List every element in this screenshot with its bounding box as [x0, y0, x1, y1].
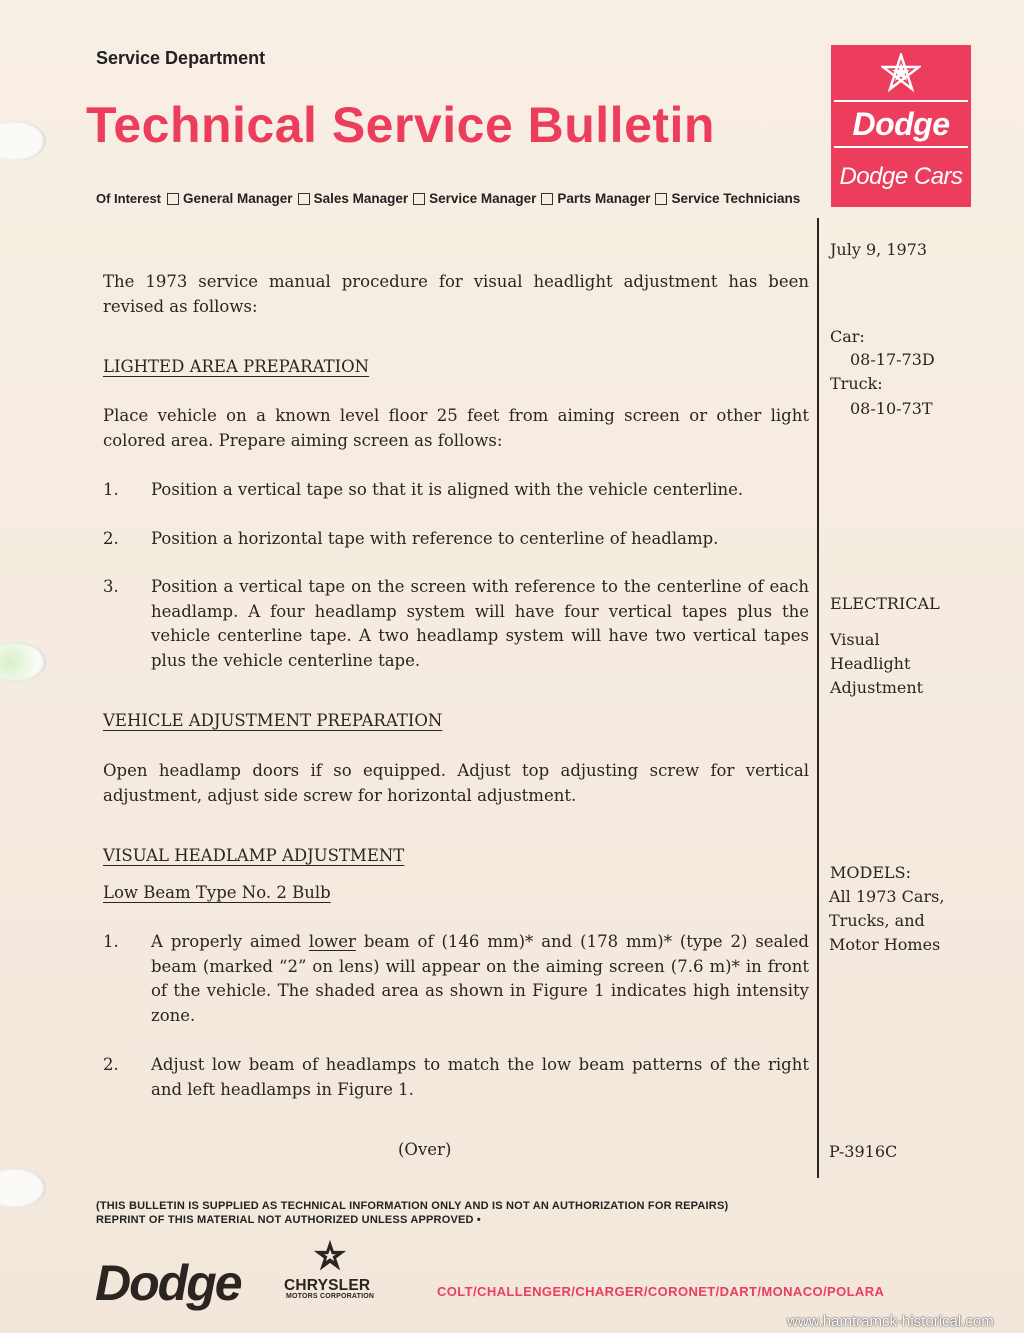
- list-item: 2. Position a horizontal tape with reference to centerline of headlamp.: [103, 529, 719, 548]
- punch-hole-middle: [0, 642, 46, 682]
- pentastar-icon: [313, 1239, 347, 1273]
- punch-hole-bottom: [0, 1168, 46, 1208]
- car-bulletin-number: 08-17-73D: [850, 350, 935, 369]
- intro-paragraph: The 1973 service manual procedure for visual headlight adjustment has been revised as follows:: [103, 272, 809, 316]
- chrysler-wordmark: CHRYSLER: [284, 1277, 371, 1294]
- car-label: Car:: [830, 327, 865, 346]
- recipient-service-technicians: Service Technicians: [655, 191, 800, 206]
- list-item: 3. Position a vertical tape on the screen with reference to the centerline of each headlamp. A four headlamp system will have four vertical tapes plus the vehicle centerline tape. A two headlamp system will have two vertical tapes plus the vehicle centerline tape.: [103, 577, 809, 670]
- checkbox-icon: [655, 193, 667, 205]
- checkbox-icon: [167, 193, 179, 205]
- footer-dodge-logo: Dodge: [95, 1255, 241, 1311]
- section-heading-visual-headlamp: VISUAL HEADLAMP ADJUSTMENT: [103, 846, 405, 865]
- section-heading-vehicle-adjustment: VEHICLE ADJUSTMENT PREPARATION: [103, 711, 443, 730]
- disclaimer: (THIS BULLETIN IS SUPPLIED AS TECHNICAL INFORMATION ONLY AND IS NOT AN AUTHORIZATION FOR REPAIRS) REPRINT OF THIS MATERIAL NOT AUTHORIZED UNLESS APPROVED •: [96, 1200, 729, 1226]
- punch-hole-top: [0, 121, 46, 161]
- models-label: MODELS:: [830, 863, 911, 882]
- checkbox-icon: [298, 193, 310, 205]
- truck-bulletin-number: 08-10-73T: [850, 399, 933, 418]
- list-item: 1. A properly aimed lower beam of (146 mm)* and (178 mm)* (type 2) sealed beam (marked “2” on lens) will appear on the aiming screen (7.6 m)* in front of the vehicle. The shaded area as shown in Figure 1 indicates high intensity zone.: [103, 932, 809, 1025]
- subheading-low-beam: Low Beam Type No. 2 Bulb: [103, 883, 331, 902]
- recipient-sales-manager: Sales Manager: [298, 191, 409, 206]
- dodge-brand-box: [831, 45, 971, 207]
- category-label: ELECTRICAL: [830, 594, 940, 613]
- models-line-3: Motor Homes: [829, 935, 941, 954]
- checkbox-icon: [413, 193, 425, 205]
- checkbox-icon: [541, 193, 553, 205]
- motors-corporation-label: MOTORS CORPORATION: [286, 1293, 375, 1300]
- truck-label: Truck:: [830, 374, 883, 393]
- department-label: Service Department: [96, 48, 266, 68]
- of-interest-checklist: [96, 191, 805, 206]
- model-lineup: COLT/CHALLENGER/CHARGER/CORONET/DART/MONACO/POLARA: [437, 1284, 885, 1299]
- list-item: 2. Adjust low beam of headlamps to match the low beam patterns of the right and left headlamps in Figure 1.: [103, 1055, 809, 1099]
- list-item: 1. Position a vertical tape so that it is aligned with the vehicle centerline.: [103, 480, 744, 499]
- subject-line-2: Headlight: [830, 654, 911, 673]
- site-watermark: www.hamtramck-historical.com: [787, 1313, 994, 1330]
- subject-line-1: Visual: [830, 630, 880, 649]
- column-divider: [817, 218, 819, 1178]
- models-line-2: Trucks, and: [829, 911, 925, 930]
- recipient-parts-manager: Parts Manager: [541, 191, 650, 206]
- recipient-service-manager: Service Manager: [413, 191, 536, 206]
- over-note: (Over): [398, 1140, 452, 1159]
- subject-line-3: Adjustment: [830, 678, 924, 697]
- dodge-logo-text: Dodge: [834, 100, 968, 148]
- vehicle-adjustment-paragraph: Open headlamp doors if so equipped. Adjust top adjusting screw for vertical adjustment, adjust side screw for horizontal adjustment.: [103, 761, 809, 805]
- of-interest-label: Of Interest: [96, 191, 162, 206]
- lighted-area-paragraph: Place vehicle on a known level floor 25 feet from aiming screen or other light colored area. Prepare aiming screen as follows:: [103, 406, 809, 450]
- page-title: Technical Service Bulletin: [86, 97, 715, 153]
- bulletin-date: July 9, 1973: [830, 240, 928, 259]
- recipient-general-manager: General Manager: [167, 191, 293, 206]
- division-name: Dodge Cars: [839, 163, 963, 190]
- models-line-1: All 1973 Cars,: [829, 887, 945, 906]
- pentastar-icon: [881, 53, 921, 93]
- publication-number: P-3916C: [829, 1142, 898, 1161]
- section-heading-lighted-area: LIGHTED AREA PREPARATION: [103, 357, 370, 376]
